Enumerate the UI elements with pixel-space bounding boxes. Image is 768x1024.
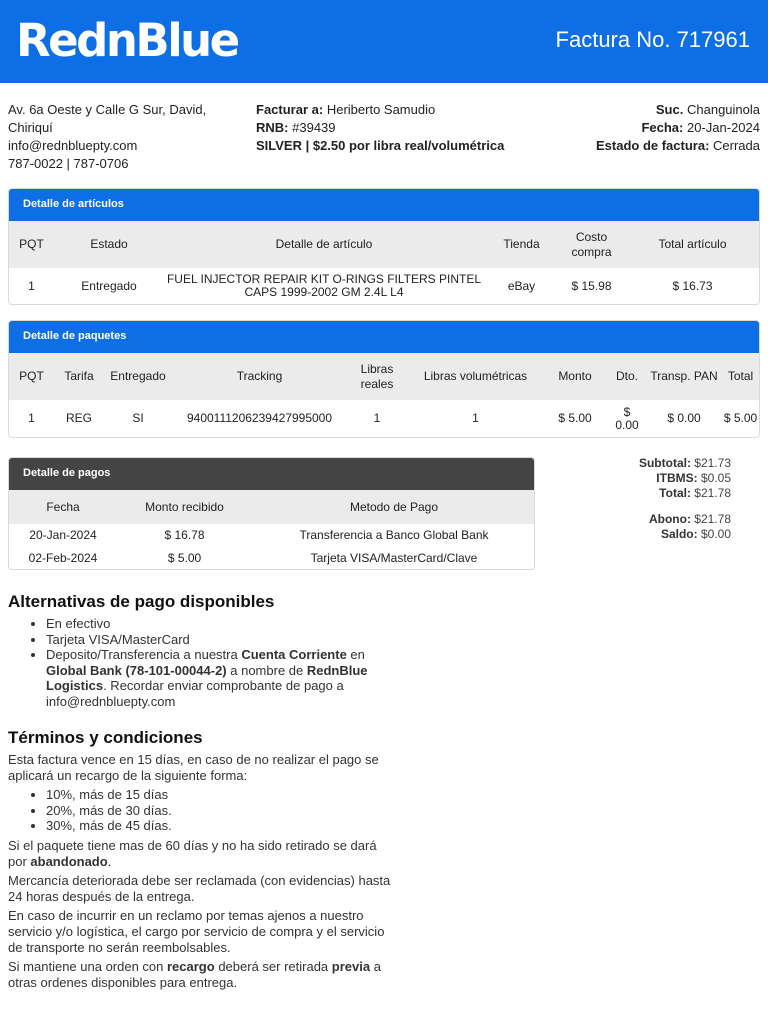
pkg-col-tracking: Tracking [236, 369, 283, 383]
invoice-meta [540, 101, 760, 155]
total-label: Total: [659, 486, 691, 500]
pkg-col-dto: Dto. [615, 369, 638, 383]
list-item [46, 787, 393, 803]
pkg-total: $ 5.00 [723, 411, 758, 425]
pkg-col-monto: Monto [558, 369, 592, 383]
items-header-row [9, 221, 760, 268]
terms-title: Términos y condiciones [8, 728, 203, 747]
list-item [46, 803, 393, 819]
alternatives-list [8, 616, 383, 710]
totals-summary [639, 456, 731, 542]
terms-surcharge-pre: Si mantiene una orden con [8, 959, 167, 975]
alt-transfer-post: . Recordar enviar comprobante de pago a info@rednbluepty.com [46, 678, 344, 709]
status-label: Estado de factura: [595, 138, 710, 153]
abono-label: Abono: [648, 512, 691, 526]
list-item [46, 632, 383, 648]
list-item [46, 818, 393, 834]
pkg-col-entregado: Entregado [110, 369, 166, 383]
items-card-title: Detalle de artículos [9, 189, 759, 221]
payments-table [9, 490, 535, 570]
terms-intro: Esta factura vence en 15 días, en caso de no realizar el pago se aplicará un recargo de la siguiente forma: [8, 752, 379, 783]
pay-col-fecha: Fecha [46, 499, 80, 514]
alt-transfer-mid1: en [346, 647, 365, 663]
company-address: Av. 6a Oeste y Calle G Sur, David, Chiriquí [8, 102, 207, 135]
pkg-pqt: 1 [28, 411, 35, 425]
pay-monto: $ 5.00 [167, 551, 202, 565]
terms-rate-1: 10%, más de 15 días [46, 787, 169, 803]
pay-metodo: Transferencia a Banco Global Bank [299, 528, 489, 542]
payments-card [8, 457, 535, 570]
pkg-col-total: Total [727, 369, 754, 383]
items-col-detalle: Detalle de artículo [275, 237, 373, 251]
payments-card-title: Detalle de pagos [9, 458, 534, 490]
pkg-monto: $ 5.00 [558, 411, 592, 425]
item-tienda: eBay [507, 278, 536, 293]
pay-fecha: 20-Jan-2024 [29, 528, 97, 542]
alt-account-type: Cuenta Corriente [241, 647, 347, 663]
packages-card-title: Detalle de paquetes [9, 321, 759, 353]
terms-abandon-post: . [107, 853, 112, 869]
itbms-value: $0.05 [700, 471, 731, 485]
item-total: $ 16.73 [672, 278, 713, 293]
terms-surcharge-post: a otras ordenes disponibles para entrega. [8, 959, 381, 990]
company-email: info@rednbluepty.com [8, 138, 138, 153]
invoice-header [0, 0, 768, 83]
table-row [9, 524, 535, 547]
items-col-estado: Estado [90, 237, 128, 251]
terms-body [8, 752, 393, 994]
pay-monto: $ 16.78 [164, 528, 205, 542]
plan-label: SILVER | $2.50 por libra real/volumétrica [256, 138, 505, 153]
pkg-libras-reales: 1 [373, 411, 381, 425]
company-phones: 787-0022 | 787-0706 [8, 156, 129, 171]
pkg-entregado: SI [132, 411, 144, 425]
table-row [9, 400, 760, 437]
invoice-info [8, 101, 760, 171]
pkg-dto: $ 0.00 [615, 404, 639, 432]
items-col-total: Total artículo [658, 237, 727, 251]
items-table [9, 221, 760, 304]
company-logo: RednBlue [16, 14, 238, 67]
company-contact [8, 101, 223, 173]
pkg-libras-vol: 1 [472, 411, 479, 425]
terms-surcharge [8, 959, 393, 990]
subtotal-value: $21.73 [694, 456, 731, 470]
pay-fecha: 02-Feb-2024 [28, 551, 98, 565]
abono-value: $21.78 [694, 512, 731, 526]
rnb-value: #39439 [292, 120, 336, 135]
terms-surcharge-mid: deberá ser retirada [214, 959, 332, 975]
pkg-col-libras-vol: Libras volumétricas [423, 369, 528, 383]
status-value: Cerrada [713, 138, 760, 153]
pkg-col-tarifa: Tarifa [64, 369, 94, 383]
terms-abandon-pre: Si el paquete tiene mas de 60 días y no ha sido retirado se dará por [8, 837, 377, 869]
alt-transfer-mid2: a nombre de [226, 662, 307, 678]
date-value: 20-Jan-2024 [687, 120, 760, 135]
item-costo: $ 15.98 [571, 278, 612, 293]
saldo-value: $0.00 [700, 527, 731, 541]
branch-value: Changuinola [686, 102, 760, 117]
table-row [9, 268, 760, 304]
pkg-col-pqt: PQT [19, 369, 44, 383]
list-item [46, 647, 383, 709]
items-col-costo: Costo compra [571, 229, 612, 259]
packages-table [9, 353, 760, 437]
terms-rate-2: 20%, más de 30 días. [46, 802, 172, 818]
terms-rate-3: 30%, más de 45 días. [46, 818, 172, 834]
packages-header-row [9, 353, 760, 400]
items-col-pqt: PQT [19, 237, 44, 251]
pkg-transp: $ 0.00 [667, 411, 701, 425]
alt-cash: En efectivo [46, 616, 111, 631]
alternatives-title: Alternativas de pago disponibles [8, 592, 275, 611]
pay-col-monto: Monto recibido [145, 499, 224, 514]
bill-to-label: Facturar a: [256, 102, 324, 117]
packages-card [8, 320, 760, 438]
pkg-tracking: 9400111206239427995000 [186, 411, 333, 425]
pkg-tarifa: REG [65, 411, 92, 425]
terms-abandon-bold: abandonado [30, 853, 108, 869]
pay-col-metodo: Metodo de Pago [349, 499, 439, 514]
terms-abandon [8, 838, 393, 869]
pay-metodo: Tarjeta VISA/MasterCard/Clave [310, 551, 478, 565]
item-detalle: FUEL INJECTOR REPAIR KIT O-RINGS FILTERS PINTEL CAPS 1999-2002 GM 2.4L L4 [166, 272, 482, 299]
terms-damaged: Mercancía deteriorada debe ser reclamada (con evidencias) hasta 24 horas después de la entrega. [8, 873, 391, 904]
list-item [46, 616, 383, 632]
table-row [9, 547, 535, 570]
items-card [8, 188, 760, 305]
alt-bank-account: Global Bank (78-101-00044-2) [46, 662, 227, 678]
payments-header-row [9, 490, 535, 524]
item-estado: Entregado [81, 278, 137, 293]
alt-company-name: RednBlue Logistics [46, 662, 368, 694]
total-value: $21.78 [694, 486, 731, 500]
item-pqt: 1 [28, 278, 35, 293]
itbms-label: ITBMS: [656, 471, 698, 485]
branch-label: Suc. [655, 102, 684, 117]
alt-card: Tarjeta VISA/MasterCard [46, 631, 190, 647]
items-col-tienda: Tienda [503, 237, 540, 251]
rnb-label: RNB: [256, 120, 289, 135]
invoice-number: Factura No. 717961 [555, 27, 750, 52]
terms-surcharge-bold2: previa [331, 959, 371, 975]
terms-claims: En caso de incurrir en un reclamo por temas ajenos a nuestro servicio y/o logística, el cargo por servicio de compra y el servicio de transporte no serán reembolsables. [8, 908, 385, 955]
saldo-label: Saldo: [660, 527, 698, 541]
date-label: Fecha: [641, 120, 684, 135]
subtotal-label: Subtotal: [638, 456, 691, 470]
client-info [256, 101, 536, 155]
bill-to-value: Heriberto Samudio [326, 102, 436, 117]
terms-surcharge-bold1: recargo [167, 959, 215, 975]
pkg-col-transp: Transp. PAN [650, 369, 718, 383]
pkg-col-libras-reales: Libras reales [360, 361, 394, 391]
alt-transfer-pre: Deposito/Transferencia a nuestra [46, 647, 242, 663]
